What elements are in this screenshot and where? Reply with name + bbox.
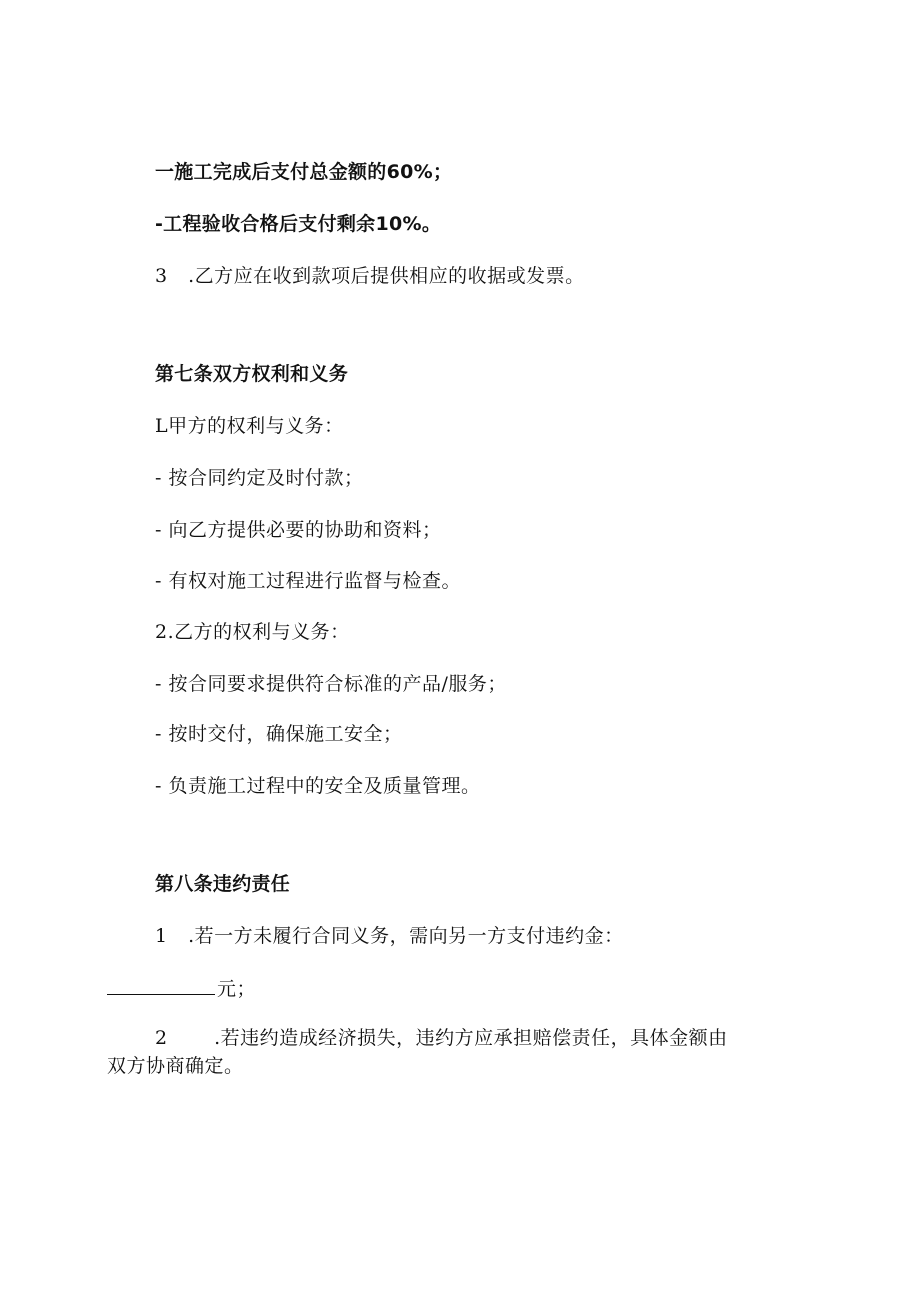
currency-unit: 元；	[217, 978, 257, 1000]
party-a-item-1: - 按合同约定及时付款；	[155, 467, 364, 489]
article-8-item-2-continued: 双方协商确定。	[107, 1055, 244, 1077]
article-7-heading: 第七条双方权利和义务	[155, 363, 349, 385]
item-number: 2	[155, 1027, 168, 1049]
party-b-item-3: - 负责施工过程中的安全及质量管理。	[155, 775, 481, 797]
party-b-item-2: - 按时交付，确保施工安全；	[155, 723, 403, 745]
payment-line-3	[155, 264, 585, 288]
party-b-title: 2.乙方的权利与义务：	[155, 621, 350, 643]
payment-line-2: -工程验收合格后支付剩余10%。	[155, 213, 442, 235]
article-8-heading: 第八条违约责任	[155, 873, 291, 895]
item-text: .若违约造成经济损失，违约方应承担赔偿责任，具体金额由	[214, 1027, 728, 1049]
penalty-amount-line	[107, 974, 256, 1001]
party-b-item-1: - 按合同要求提供符合标准的产品/服务；	[155, 673, 507, 695]
amount-blank	[107, 974, 215, 995]
payment-line-1: 一施工完成后支付总金额的60%；	[155, 161, 453, 183]
item-number: 3	[155, 265, 168, 287]
article-8-item-1	[155, 924, 624, 948]
item-text: .若一方未履行合同义务，需向另一方支付违约金：	[188, 925, 624, 947]
item-number: 1	[155, 925, 168, 947]
party-a-item-3: - 有权对施工过程进行监督与检查。	[155, 570, 461, 592]
item-text: .乙方应在收到款项后提供相应的收据或发票。	[188, 265, 585, 287]
party-a-item-2: - 向乙方提供必要的协助和资料；	[155, 519, 442, 541]
party-a-title: L甲方的权利与义务：	[155, 415, 344, 437]
article-8-item-2	[155, 1026, 728, 1050]
